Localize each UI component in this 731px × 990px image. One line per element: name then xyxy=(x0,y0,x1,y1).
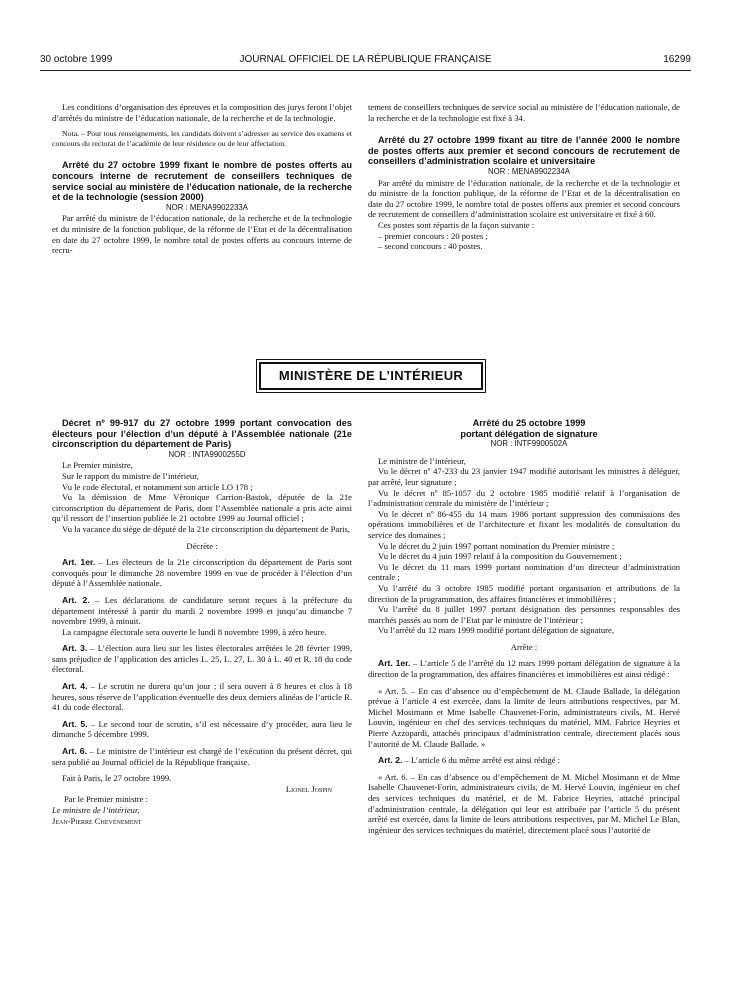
paragraph: Par arrêté du ministre de l’éducation nationale, de la recherche et de la technologie et du ministre de la fonction publique, de la réforme de l’Etat et de la décentralisation en date du 27 octobre 1999, le nombre total de postes offerts aux premier et second concours de recrutement de conseillers d’administration scolaire est universitaire et fixé à 60. xyxy=(368,177,680,220)
article-6 xyxy=(52,746,352,767)
par-line: Par le Premier ministre : xyxy=(64,794,149,805)
decree-title: Décret nº 99-917 du 27 octobre 1999 portant convocation des électeurs pour l’élection d’un député à l’Assemblée nationale (21e circonscription du département de Paris) xyxy=(52,418,352,450)
paragraph: Vu le décret nº 47-233 du 23 janvier 1947 modifié autorisant les ministres à déléguer, par arrêté, leur signature ; xyxy=(368,466,680,487)
quoted-article-6: « Art. 6. – En cas d’absence ou d’empêchement de M. Michel Mosimann et de Mme Isabelle Chauvenet-Forin, administrateurs civils, de M. Hervé Louvin, ingénieur en chef des services techniques du matériel, et de M. Fabrice Heyries, attaché principal d’administration centrale, la délégation qui leur est attribuée par l’article 5 du présent arrêté est exercée, dans la limite de leurs attributions respectives, par M. Michel Le Blan, ingénieur des services techniques du matériel, directement placé sous l’autorité de xyxy=(368,771,680,835)
paragraph: Le Premier ministre, xyxy=(62,460,133,471)
ministry-banner: MINISTÈRE DE L’INTÉRIEUR xyxy=(259,362,483,390)
nota: Nota. – Pour tous renseignements, les candidats doivent s’adresser au service des examens et concours du rectorat de l’académie de leur résidence ou de leur affectation. xyxy=(52,129,352,148)
article-label: Art. 4. xyxy=(62,681,88,692)
paragraph: Vu le décret du 4 juin 1997 relatif à la composition du Gouvernement ; xyxy=(378,551,622,562)
header-rule xyxy=(40,70,691,71)
article-text: – L’article 5 de l’arrêté du 12 mars 1999 portant délégation de signature à la direction de la programmation, des affaires financières et immobilières est ainsi rédigé : xyxy=(368,658,680,680)
paragraph: Vu le décret nº 86-455 du 14 mars 1986 portant suppression des commissions des opérations immobilières et de l’architecture et fixant les modalités de consultation du service des domaines ; xyxy=(368,508,680,540)
nor-reference: NOR : INTF9900502A xyxy=(490,439,568,449)
paragraph: Vu l’arrêté du 12 mars 1999 modifié portant délégation de signature, xyxy=(378,625,614,636)
article-label: Art. 1er. xyxy=(378,658,411,669)
paragraph: Vu le code électoral, et notamment son article LO 178 ; xyxy=(62,481,253,492)
paragraph: Vu la vacance du siège de député de la 21e circonscription du département de Paris, xyxy=(62,523,350,534)
article-text: – Les électeurs de la 21e circonscription du département de Paris sont convoqués pour le dimanche 28 novembre 1999 en vue de procéder à l’élection d’un député à l’Assemblée nationale. xyxy=(52,557,352,589)
paragraph: Vu la démission de Mme Véronique Carrion-Bastok, députée de la 21e circonscription du département de Paris, dont l’Assemblée nationale a pris acte ainsi qu’il ressort de l’insertion publiée le 21 octobre 1999 au Journal officiel ; xyxy=(52,492,352,524)
list-item: – premier concours : 20 postes ; xyxy=(378,230,488,241)
nor-reference: NOR : INTA9900255D xyxy=(168,449,246,459)
paragraph: Le ministre de l’intérieur, xyxy=(378,455,466,466)
arrete-title: Arrêté du 27 octobre 1999 fixant le nombre de postes offerts au concours interne de recrutement de conseillers techniques de service social au ministère de l’éducation nationale, de la recherche et de la technologie (session 2000) xyxy=(52,160,352,203)
article-text: – Le second tour de scrutin, s’il est nécessaire d’y procéder, aura lieu le dimanche 5 décembre 1999. xyxy=(52,718,352,740)
fait-line: Fait à Paris, le 27 octobre 1999. xyxy=(62,773,172,784)
paragraph: Les conditions d’organisation des épreuves et la composition des jurys feront l’objet d’arrêtés du ministre de l’éducation nationale, de la recherche et de la technologie. xyxy=(52,102,352,123)
signatory: Lionel Jospin xyxy=(285,783,332,794)
paragraph: tement de conseillers techniques de service social au ministère de l’éducation nationale, de la recherche et de la technologie est fixé à 34. xyxy=(368,102,680,123)
arrete-title-line1: Arrêté du 25 octobre 1999 xyxy=(472,418,586,428)
article-text: – Le ministre de l’intérieur est chargé de l’exécution du présent décret, qui sera publié au Journal officiel de la République française. xyxy=(52,746,353,767)
article-label: Art. 2. xyxy=(62,594,90,605)
article-text: – L’article 6 du même arrêté est ainsi rédigé : xyxy=(402,755,561,766)
article-label: Art. 2. xyxy=(378,755,403,766)
decree-column xyxy=(52,418,352,826)
article-label: Art. 5. xyxy=(62,718,88,729)
paragraph: Ces postes sont répartis de la façon suivante : xyxy=(378,219,535,230)
article-label: Art. 6. xyxy=(62,746,87,757)
arrete-heading: Arrête : xyxy=(510,641,538,652)
top-right-column xyxy=(368,102,680,252)
list-item: – second concours : 40 postes. xyxy=(378,241,483,252)
article-3 xyxy=(52,643,352,675)
minister-name: Jean-Pierre Chevènement xyxy=(52,815,142,826)
paragraph: Par arrêté du ministre de l’éducation nationale, de la recherche et de la technologie et du ministre de la fonction publique, de la réforme de l’Etat et de la décentralisation en date du 27 octobre 1999, le nombre total de postes offerts au concours interne de recru- xyxy=(52,213,352,256)
page-header xyxy=(40,52,691,68)
article-5 xyxy=(52,719,352,740)
article-label: Art. 1er. xyxy=(62,557,96,568)
article-1 xyxy=(52,557,352,589)
decrete-heading: Décrète : xyxy=(186,540,218,551)
article-text: – Les déclarations de candidature seront reçues à la préfecture du département intéressé à partir du mardi 2 novembre 1999 et jusqu’au dimanche 7 novembre 1999, à minuit. xyxy=(52,594,352,627)
top-left-column xyxy=(52,102,352,256)
article-text: – L’élection aura lieu sur les listes électorales arrêtées le 28 février 1999, sans préjudice de l’application des articles L. 25, L. 27, L. 30 à L. 40 et R. 18 du code électoral. xyxy=(52,643,352,675)
article-text: – Le scrutin ne durera qu’un jour ; il sera ouvert à 8 heures et clos à 18 heures, sous réserve de l’application éventuelle des deux derniers alinéas de l’article R. 41 du code électoral. xyxy=(52,681,352,713)
article-2 xyxy=(368,755,680,766)
arrete-column xyxy=(368,418,680,835)
paragraph: Vu le décret nº 85-1057 du 2 octobre 1985 modifié relatif à l’organisation de l’administration centrale du ministère de l’intérieur ; xyxy=(368,487,680,509)
article-2 xyxy=(52,595,352,627)
article-4 xyxy=(52,681,352,713)
paragraph: Vu le décret du 11 mars 1999 portant nomination d’un directeur d’administration centrale ; xyxy=(368,561,680,583)
arrete-title-line2: portant délégation de signature xyxy=(460,428,598,439)
page-number: 16299 xyxy=(663,54,691,65)
journal-title: JOURNAL OFFICIEL DE LA RÉPUBLIQUE FRANÇAISE xyxy=(239,54,492,65)
article-label: Art. 3. xyxy=(62,643,88,654)
nor-reference: NOR : MENA9902233A xyxy=(166,202,248,212)
paragraph: Vu l’arrêté du 8 juillet 1997 portant désignation des personnes responsables des marchés passés au nom de l’Etat par le ministre de l’intérieur ; xyxy=(368,604,680,625)
nor-reference: NOR : MENA9902234A xyxy=(488,166,570,176)
minister-role: Le ministre de l’intérieur, xyxy=(52,805,140,815)
arrete-title: Arrêté du 27 octobre 1999 fixant au titre de l’année 2000 le nombre de postes offerts aux premier et second concours de recrutement de conseillers d’administration scolaire et universitaire xyxy=(368,135,680,167)
header-date: 30 octobre 1999 xyxy=(40,54,113,65)
article-1 xyxy=(368,658,680,679)
quoted-article-5: « Art. 5. – En cas d’absence ou d’empêchement de M. Claude Ballade, la délégation prévue à l’article 4 est exercée, dans la limite de leurs attributions respectives, par M. Michel Mosimann et Mme Isabelle Chauvenet-Forin, administrateurs civils, M. Hervé Louvin, ingénieur en chef des services techniques du matériel, MM. Fabrice Heyries et Pierre Azzopardi, attachés principaux d’administration centrale, directement placés sous l’autorité de M. Claude Ballade. » xyxy=(368,685,680,749)
paragraph: Vu l’arrêté du 3 octobre 1985 modifié portant organisation et attributions de la direction de la programmation, des affaires financières et immobilières ; xyxy=(368,582,680,604)
paragraph: Sur le rapport du ministre de l’intérieur, xyxy=(62,470,199,481)
paragraph: La campagne électorale sera ouverte le lundi 8 novembre 1999, à zéro heure. xyxy=(62,626,327,637)
paragraph: Vu le décret du 2 juin 1997 portant nomination du Premier ministre ; xyxy=(378,540,615,551)
